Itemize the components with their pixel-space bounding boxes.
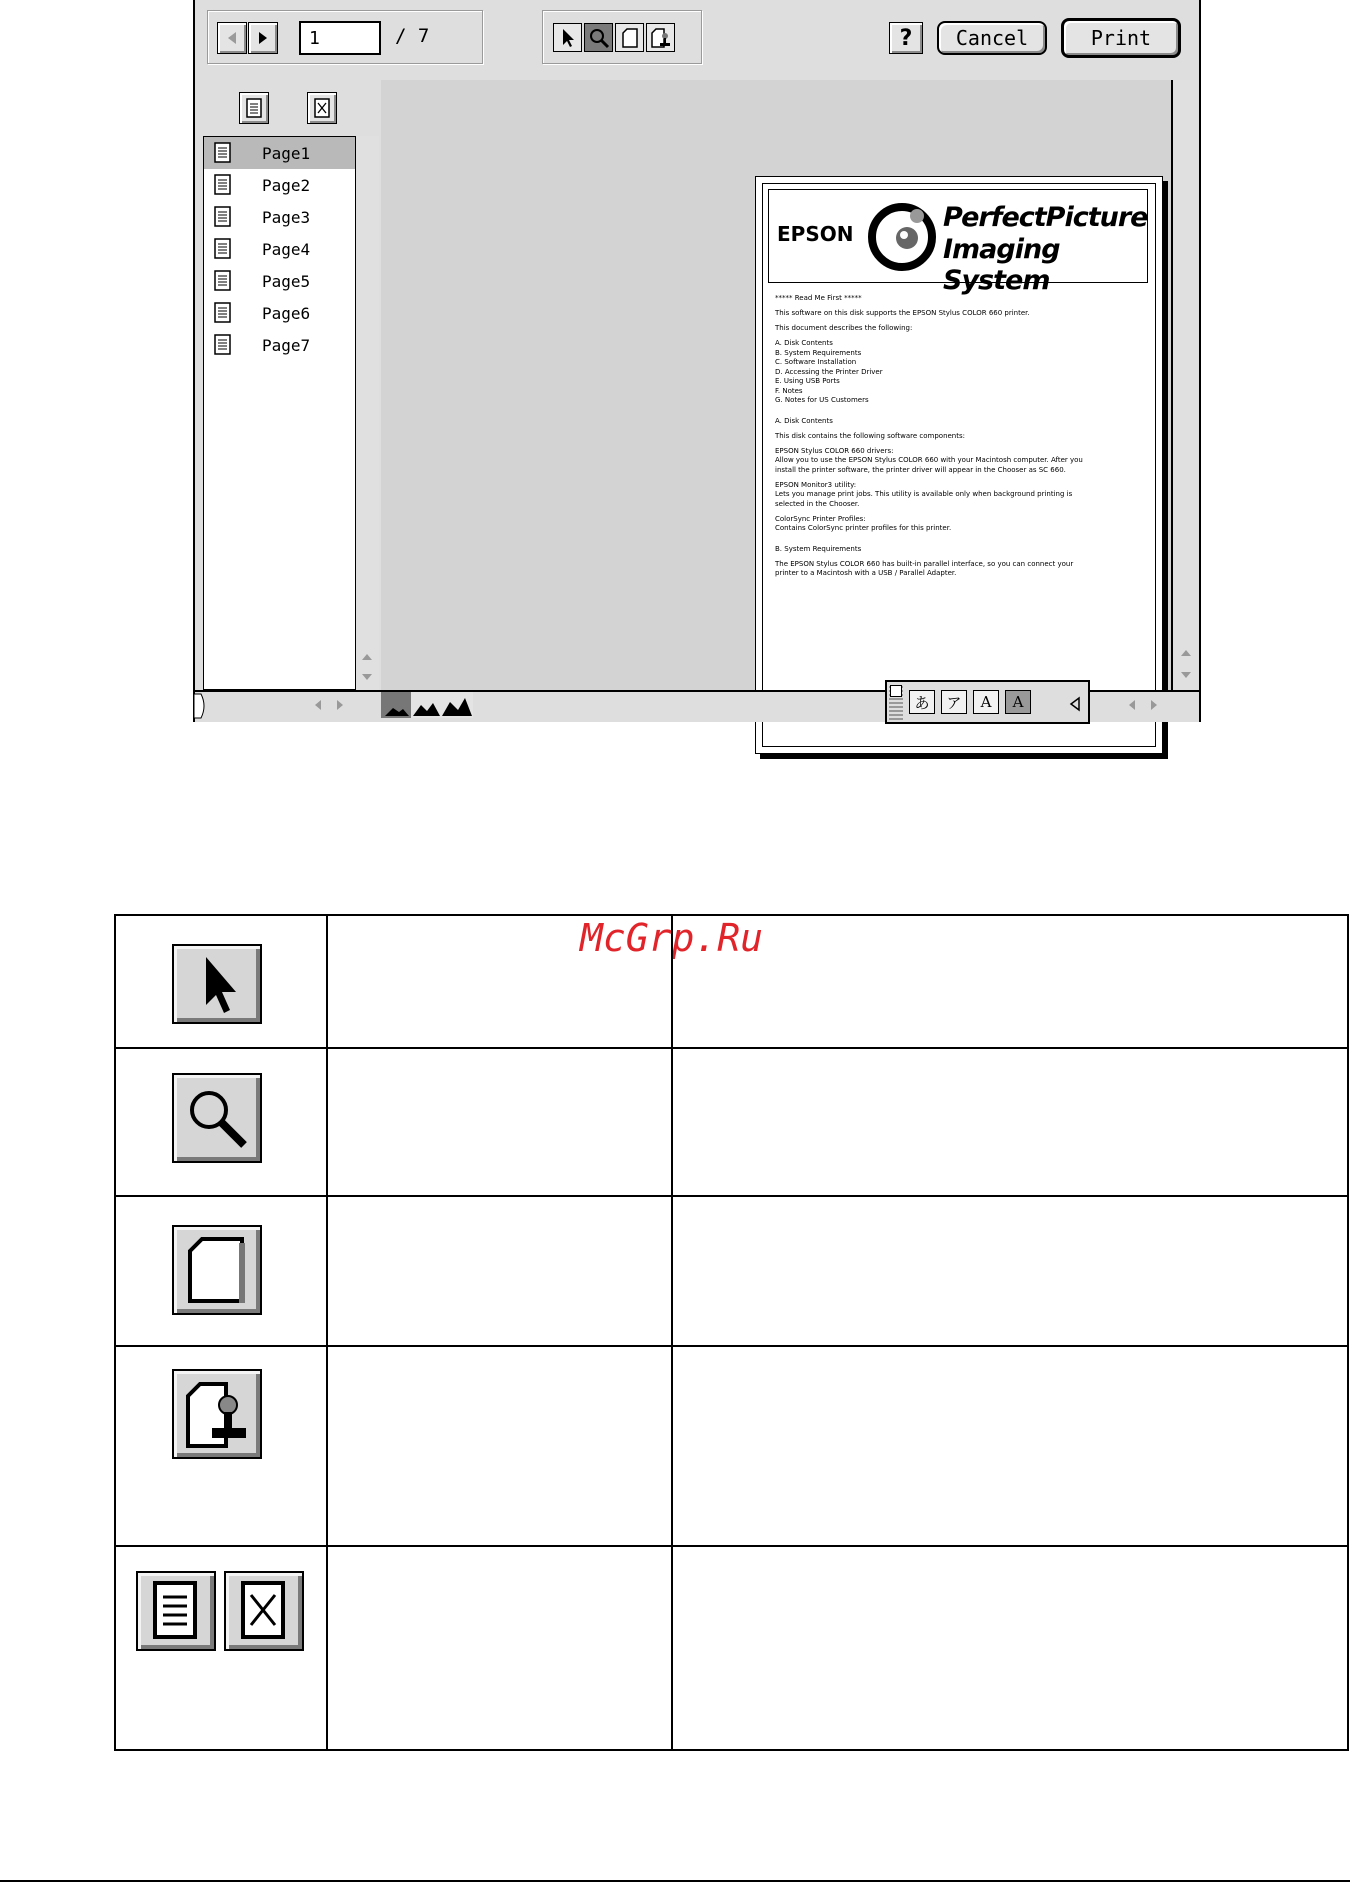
page-list-item[interactable] xyxy=(204,297,355,329)
list-horizontal-scroll[interactable] xyxy=(307,694,353,718)
document-line: ColorSync Printer Profiles: xyxy=(775,514,866,523)
description-cell xyxy=(672,1546,1348,1750)
page-icon xyxy=(212,269,234,293)
document-line: This document describes the following: xyxy=(775,324,913,332)
preview-area xyxy=(381,80,1171,690)
bottom-bar xyxy=(195,690,1199,722)
page-preview xyxy=(755,176,1163,754)
zoom-large-mountain-icon[interactable] xyxy=(441,692,473,718)
description-cell xyxy=(672,1048,1348,1196)
document-line: This disk contains the following software components: xyxy=(775,431,965,440)
zoom-small-mountain-icon[interactable] xyxy=(381,692,411,718)
preview-vertical-scrollbar[interactable] xyxy=(1171,80,1199,690)
page-list-item[interactable] xyxy=(204,137,355,169)
document-line: A. Disk Contents xyxy=(775,339,833,347)
site-watermark: McGrp.Ru xyxy=(580,916,764,960)
page-list-item-label: Page6 xyxy=(262,303,311,323)
page-icon xyxy=(212,205,234,229)
logo-line-1: PerfectPicture xyxy=(943,202,1148,233)
page-number-field[interactable] xyxy=(299,21,381,55)
magnifier-icon xyxy=(588,27,610,49)
icon-cell xyxy=(115,1546,327,1750)
document-line: Contains ColorSync printer profiles for this printer. xyxy=(775,524,952,532)
logo-banner xyxy=(768,189,1148,296)
page-list-scrollbar[interactable] xyxy=(355,136,379,690)
zoom-level-buttons xyxy=(381,692,473,718)
name-cell xyxy=(327,1048,672,1196)
swirl-logo-icon xyxy=(865,200,939,274)
icon-cell xyxy=(115,915,327,1048)
page-icon xyxy=(212,333,234,357)
page-icon xyxy=(212,237,234,261)
palette-items xyxy=(909,690,1031,714)
add-page-icon xyxy=(245,97,263,119)
preview-scroll-down-arrow[interactable] xyxy=(1175,664,1197,686)
name-cell xyxy=(327,1196,672,1346)
document-line: G. Notes for US Customers xyxy=(775,396,869,404)
preview-scroll-right-arrow[interactable] xyxy=(1143,694,1165,716)
page-list-item[interactable] xyxy=(204,265,355,297)
input-mode-label: A xyxy=(980,693,992,711)
print-preview-window xyxy=(193,0,1201,722)
input-mode-label: あ xyxy=(914,693,930,712)
right-triangle-icon xyxy=(257,31,269,45)
page-tool-large-button xyxy=(172,1225,262,1315)
cancel-button[interactable] xyxy=(937,21,1047,55)
zoom-tool-large-button xyxy=(172,1073,262,1163)
document-line: selected in the Chooser. xyxy=(775,499,860,508)
up-triangle-icon xyxy=(1180,649,1192,657)
document-line: Lets you manage print jobs. This utility is available only when background printing is xyxy=(775,490,1073,498)
document-line: B. System Requirements xyxy=(775,348,862,357)
remove-page-button[interactable] xyxy=(307,92,337,124)
arrow-icon xyxy=(192,953,242,1015)
page-list-item-label: Page3 xyxy=(262,207,311,227)
blank-page-icon xyxy=(621,27,639,49)
document-line: Allow you to use the EPSON Stylus COLOR 660 with your Macintosh computer. After you xyxy=(775,456,1083,464)
scroll-right-arrow[interactable] xyxy=(329,694,351,716)
right-triangle-icon xyxy=(1150,699,1158,711)
zoom-medium-mountain-icon[interactable] xyxy=(411,692,441,718)
description-cell xyxy=(672,915,1348,1048)
page-tool-button[interactable] xyxy=(615,23,644,52)
magnifier-icon xyxy=(182,1083,252,1153)
arrow-tool-large-button xyxy=(172,944,262,1024)
arrow-icon xyxy=(560,28,576,48)
page-icon xyxy=(212,141,234,165)
input-mode-button[interactable] xyxy=(973,690,999,714)
input-mode-label: ア xyxy=(946,693,962,712)
input-mode-button[interactable] xyxy=(1005,690,1031,714)
help-label: ? xyxy=(899,25,913,51)
page-list-item-label: Page4 xyxy=(262,239,311,259)
document-line: printer to a Macintosh with a USB / Parallel Adapter. xyxy=(775,569,957,577)
preview-scroll-left-arrow[interactable] xyxy=(1121,694,1143,716)
up-triangle-icon xyxy=(361,653,373,661)
table-row xyxy=(115,1196,1348,1346)
remove-page-icon xyxy=(237,1579,291,1643)
document-line: EPSON Stylus COLOR 660 drivers: xyxy=(775,446,894,455)
page-list-pane xyxy=(195,80,383,690)
scroll-up-arrow[interactable] xyxy=(356,646,378,668)
page-list-item-label: Page5 xyxy=(262,271,311,291)
stamp-page-icon xyxy=(182,1378,252,1450)
icon-cell xyxy=(115,1196,327,1346)
left-triangle-icon xyxy=(226,31,238,45)
stamp-page-icon xyxy=(650,27,672,49)
document-line: A. Disk Contents xyxy=(775,416,833,425)
preview-horizontal-scroll[interactable] xyxy=(1121,694,1167,718)
input-mode-button[interactable] xyxy=(909,690,935,714)
footer-divider xyxy=(0,1880,1350,1882)
next-page-button[interactable] xyxy=(248,22,278,54)
input-mode-button[interactable] xyxy=(941,690,967,714)
icon-cell xyxy=(115,1346,327,1546)
right-triangle-icon xyxy=(336,699,344,711)
add-page-large-button xyxy=(136,1571,216,1651)
logo-line-2: Imaging System xyxy=(943,234,1060,296)
watermark-tool-button[interactable] xyxy=(646,23,675,52)
scroll-down-arrow[interactable] xyxy=(356,666,378,688)
down-triangle-icon xyxy=(361,673,373,681)
document-line: E. Using USB Ports xyxy=(775,377,840,385)
name-cell xyxy=(327,1346,672,1546)
table-row xyxy=(115,1546,1348,1750)
remove-page-icon xyxy=(313,97,331,119)
table-row xyxy=(115,1048,1348,1196)
icon-reference-table xyxy=(114,914,1349,1751)
blank-page-icon xyxy=(184,1233,250,1307)
name-cell xyxy=(327,1546,672,1750)
toolbar xyxy=(195,0,1199,82)
cancel-label: Cancel xyxy=(955,26,1029,50)
resize-tab-icon[interactable] xyxy=(193,692,209,720)
page-list-item[interactable] xyxy=(204,329,355,361)
page-list xyxy=(203,136,355,690)
print-label: Print xyxy=(1090,26,1152,50)
arrow-tool-button[interactable] xyxy=(553,23,582,52)
zoom-tool-button[interactable] xyxy=(584,23,613,52)
input-method-palette xyxy=(885,680,1090,724)
page-icon xyxy=(212,301,234,325)
document-line: B. System Requirements xyxy=(775,544,862,553)
page-list-item[interactable] xyxy=(204,169,355,201)
add-page-icon xyxy=(149,1579,203,1643)
document-line: This software on this disk supports the EPSON Stylus COLOR 660 printer. xyxy=(775,309,1030,317)
document-line: install the printer software, the printer driver will appear in the Chooser as SC 660. xyxy=(775,465,1066,474)
left-triangle-icon xyxy=(1128,699,1136,711)
epson-logo-text: EPSON xyxy=(777,222,854,246)
page-list-item-label: Page7 xyxy=(262,335,311,355)
palette-close-box[interactable] xyxy=(890,685,902,697)
document-line: EPSON Monitor3 utility: xyxy=(775,480,857,489)
watermark-tool-large-button xyxy=(172,1369,262,1459)
page-icon xyxy=(212,173,234,197)
preview-scroll-up-arrow[interactable] xyxy=(1175,642,1197,664)
description-cell xyxy=(672,1196,1348,1346)
icon-cell xyxy=(115,1048,327,1196)
palette-collapse-icon[interactable] xyxy=(1069,696,1081,712)
document-line: The EPSON Stylus COLOR 660 has built-in parallel interface, so you can connect your xyxy=(775,559,1074,568)
page-list-item[interactable] xyxy=(204,201,355,233)
print-button[interactable] xyxy=(1061,18,1181,58)
table-row xyxy=(115,915,1348,1048)
left-triangle-icon xyxy=(314,699,322,711)
page-frame xyxy=(762,183,1156,747)
add-page-button[interactable] xyxy=(239,92,269,124)
page-list-item[interactable] xyxy=(204,233,355,265)
page-total: / 7 xyxy=(395,25,430,47)
description-cell xyxy=(672,1346,1348,1546)
page-list-item-label: Page2 xyxy=(262,175,311,195)
scroll-left-arrow[interactable] xyxy=(307,694,329,716)
down-triangle-icon xyxy=(1180,671,1192,679)
help-button[interactable] xyxy=(889,22,923,54)
previous-page-button[interactable] xyxy=(217,22,247,54)
page-list-item-label: Page1 xyxy=(262,143,311,163)
input-mode-label: A xyxy=(1012,693,1024,711)
name-cell xyxy=(327,915,672,1048)
document-line: ***** Read Me First ***** xyxy=(775,294,862,302)
document-line: F. Notes xyxy=(775,386,803,395)
remove-page-large-button xyxy=(224,1571,304,1651)
document-line: C. Software Installation xyxy=(775,358,857,366)
document-line: D. Accessing the Printer Driver xyxy=(775,367,883,376)
table-row xyxy=(115,1346,1348,1546)
